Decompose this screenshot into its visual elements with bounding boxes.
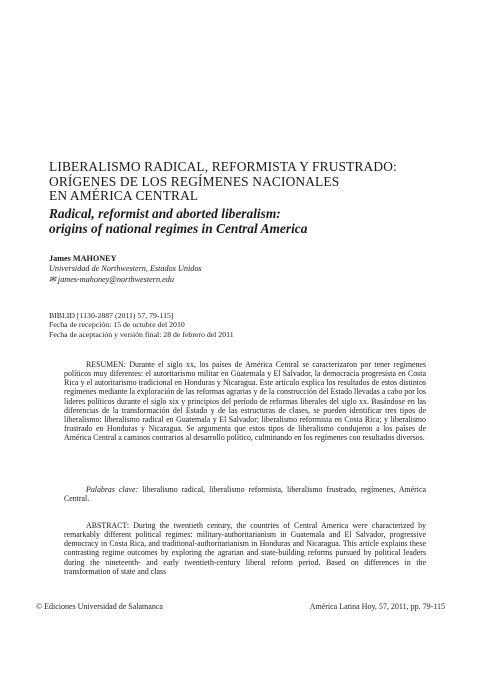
english-title-line: Radical, reformist and aborted liberalism:	[49, 206, 281, 221]
keywords-paragraph	[64, 485, 426, 503]
author-email-row	[49, 275, 202, 285]
author-email[interactable]: james-mahoney@northwestern.edu	[57, 274, 174, 284]
article-metadata	[49, 311, 234, 339]
keywords-text: liberalismo radical, liberalismo reformista, liberalismo frustrado, regímenes, América Central.	[64, 485, 426, 504]
title-line: ORÍGENES DE LOS REGÍMENES NACIONALES	[49, 173, 340, 189]
author-block	[49, 254, 202, 285]
keywords-label: Palabras clave:	[86, 485, 139, 494]
resumen-paragraph	[64, 360, 426, 442]
resumen-label: RESUMEN:	[86, 360, 126, 369]
title-line: LIBERALISMO RADICAL, REFORMISTA Y FRUSTRADO:	[49, 159, 397, 174]
email-icon: ✉	[49, 274, 56, 284]
footer-journal-citation: América Latina Hoy, 57, 2011, pp. 79-115	[309, 602, 445, 611]
article-english-title	[49, 207, 449, 236]
abstract-paragraph	[64, 521, 426, 576]
received-date: Fecha de recepción: 15 de octubre del 2010	[49, 320, 185, 330]
page-footer	[36, 602, 445, 611]
biblid: BIBLID [1130-2887 (2011) 57, 79-115]	[49, 311, 174, 320]
accepted-date: Fecha de aceptación y versión final: 28 de febrero del 2011	[49, 329, 234, 339]
english-title-line: origins of national regimes in Central America	[49, 220, 308, 236]
abstract-text: During the twentieth century, the countries of Central America were characterized by remarkably different political regimes: military-authoritarianism in Guatemala and El Salvador, progressive democracy in Costa Rica, and traditional-authoritarianism in Honduras and Nicaragua. This article explains these contrasting regime outcomes by exploring the agrarian and state-building reforms pursued by political leaders during the nineteenth- and early twentieth-century liberal reform period. Based on differences in the transformation of state and class	[64, 521, 426, 576]
footer-publisher: © Ediciones Universidad de Salamanca	[36, 602, 163, 611]
resumen-text: Durante el siglo xx, los países de América Central se caracterizaron por tener regímenes políticos muy diferentes: el autoritarismo militar en Guatemala y El Salvador, la democracia progresista en Costa Rica y el autoritarismo tradicional en Honduras y Nicaragua. Este artículo explica los resultados de estos distintos regímenes mediante la exploración de las reformas agrarias y de la construcción del Estado llevadas a cabo por los líderes políticos durante el siglo xix y principios del período de reformas liberales del siglo xx. Basándose en las diferencias de la transformación del Estado y de las estructuras de clases, se pueden identificar tres tipos de liberalismo: liberalismo radical en Guatemala y El Salvador; liberalismo reformista en Costa Rica; y liberalismo frustrado en Honduras y Nicaragua. Se argumenta que estos tipos de liberalismo condujeron a los países de América Central a caminos contrarios al desarrollo político, culminando en los regímenes con resultados diversos.	[64, 360, 426, 443]
author-name: James MAHONEY	[49, 254, 117, 263]
abstract-label: ABSTRACT:	[86, 521, 130, 530]
author-affiliation: Universidad de Northwestern, Estados Unidos	[49, 264, 202, 274]
article-title	[49, 160, 449, 204]
title-line: EN AMÉRICA CENTRAL	[49, 188, 199, 204]
